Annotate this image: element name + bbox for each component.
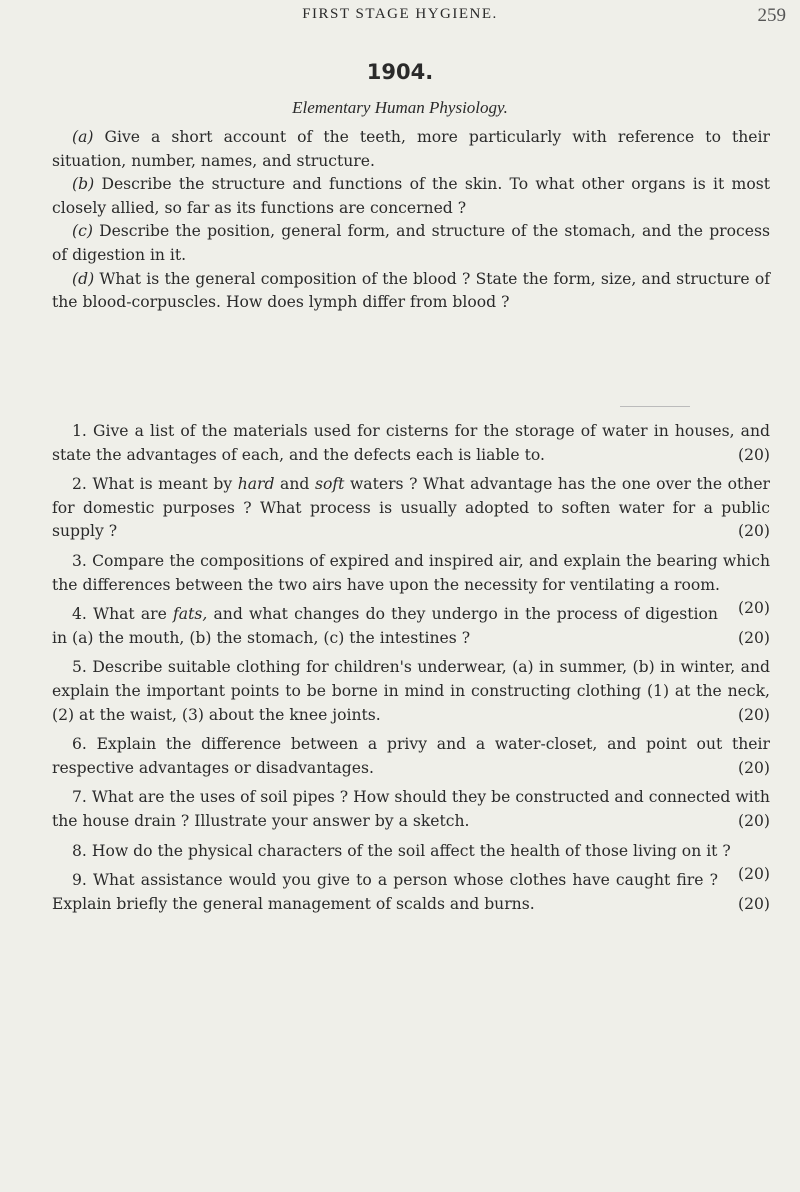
- question-label: (c): [72, 222, 93, 241]
- question-1: [52, 420, 770, 467]
- question-label: (d): [72, 269, 95, 288]
- question-text: What assistance would you give to a person whose clothes have caught fire ? Explain briefly the general management of scalds and burns.: [52, 871, 718, 913]
- hygiene-questions: [52, 420, 770, 916]
- marks: (20): [737, 894, 770, 913]
- section-divider: [620, 406, 690, 407]
- question-c: [52, 220, 770, 267]
- question-8: [52, 840, 770, 884]
- question-d: [52, 268, 770, 315]
- marks: (20): [737, 865, 770, 884]
- question-9: [52, 869, 770, 916]
- question-number: 8.: [72, 841, 87, 860]
- question-text: Describe the position, general form, and structure of the stomach, and the process of digestion in it.: [52, 222, 770, 264]
- question-text: Give a list of the materials used for cisterns for the storage of water in houses, and state the advantages of each, and the defects each is liable to.: [52, 422, 770, 464]
- question-number: 7.: [72, 788, 87, 807]
- question-text: What are: [93, 605, 167, 624]
- question-number: 3.: [72, 551, 87, 570]
- question-4: [52, 603, 770, 650]
- question-number: 1.: [72, 422, 87, 440]
- question-b: [52, 173, 770, 220]
- marks: (20): [737, 445, 770, 464]
- question-text: What are the uses of soil pipes ? How should they be constructed and connected with the house drain ? Illustrate your answer by a sketch.: [52, 788, 770, 830]
- question-number: 6.: [72, 735, 87, 754]
- marks: (20): [737, 522, 770, 541]
- question-text: What is meant by: [92, 475, 233, 494]
- question-label: (b): [72, 175, 95, 194]
- question-text: and what changes do they undergo in the process of digestion in (a) the mouth, (b) the stomach, (c) the intestines ?: [52, 605, 718, 647]
- emphasis: hard: [237, 475, 275, 494]
- question-number: 4.: [72, 605, 87, 624]
- marks: (20): [737, 705, 770, 724]
- question-number: 2.: [72, 475, 87, 494]
- question-a: [52, 126, 770, 173]
- question-number: 5.: [72, 658, 87, 677]
- emphasis: soft: [314, 475, 345, 494]
- marks: (20): [737, 811, 770, 830]
- marks: (20): [737, 599, 770, 618]
- page-number: 259: [757, 5, 786, 26]
- marks: (20): [737, 758, 770, 777]
- question-6: [52, 733, 770, 780]
- question-text: waters ? What advantage has the one over the other for domestic purposes ? What process is usually adopted to soften water for a public supply ?: [52, 475, 770, 541]
- question-text: Compare the compositions of expired and inspired air, and explain the bearing which the differences between the two airs have upon the necessity for ventilating a room.: [52, 551, 771, 594]
- running-title: FIRST STAGE HYGIENE.: [302, 6, 498, 22]
- running-head: [0, 6, 800, 30]
- question-text: How do the physical characters of the soil affect the health of those living on it ?: [91, 841, 731, 860]
- question-text: Describe suitable clothing for children's underwear, (a) in summer, (b) in winter, and explain the important points to be borne in mind in constructing clothing (1) at the neck, (2) at the waist, (3) about the knee joints.: [52, 658, 770, 724]
- question-2: [52, 473, 770, 544]
- question-7: [52, 786, 770, 833]
- question-5: [52, 656, 770, 727]
- question-text: Give a short account of the teeth, more particularly with reference to their situation, number, names, and structure.: [52, 128, 770, 170]
- emphasis: fats,: [173, 605, 208, 624]
- marks: (20): [737, 628, 770, 647]
- question-label: (a): [72, 128, 94, 146]
- exam-year: 1904.: [366, 60, 434, 84]
- question-text: What is the general composition of the blood ? State the form, size, and structure of the blood-corpuscles. How does lymph differ from blood ?: [52, 269, 770, 312]
- question-text: and: [280, 475, 310, 494]
- physiology-questions: [52, 126, 770, 315]
- question-text: Describe the structure and functions of the skin. To what other organs is it most closely allied, so far as its functions are concerned ?: [52, 175, 770, 217]
- subject-heading: Elementary Human Physiology.: [292, 98, 508, 117]
- question-number: 9.: [72, 871, 87, 890]
- question-text: Explain the difference between a privy and a water-closet, and point out their respective advantages or disadvantages.: [52, 735, 770, 777]
